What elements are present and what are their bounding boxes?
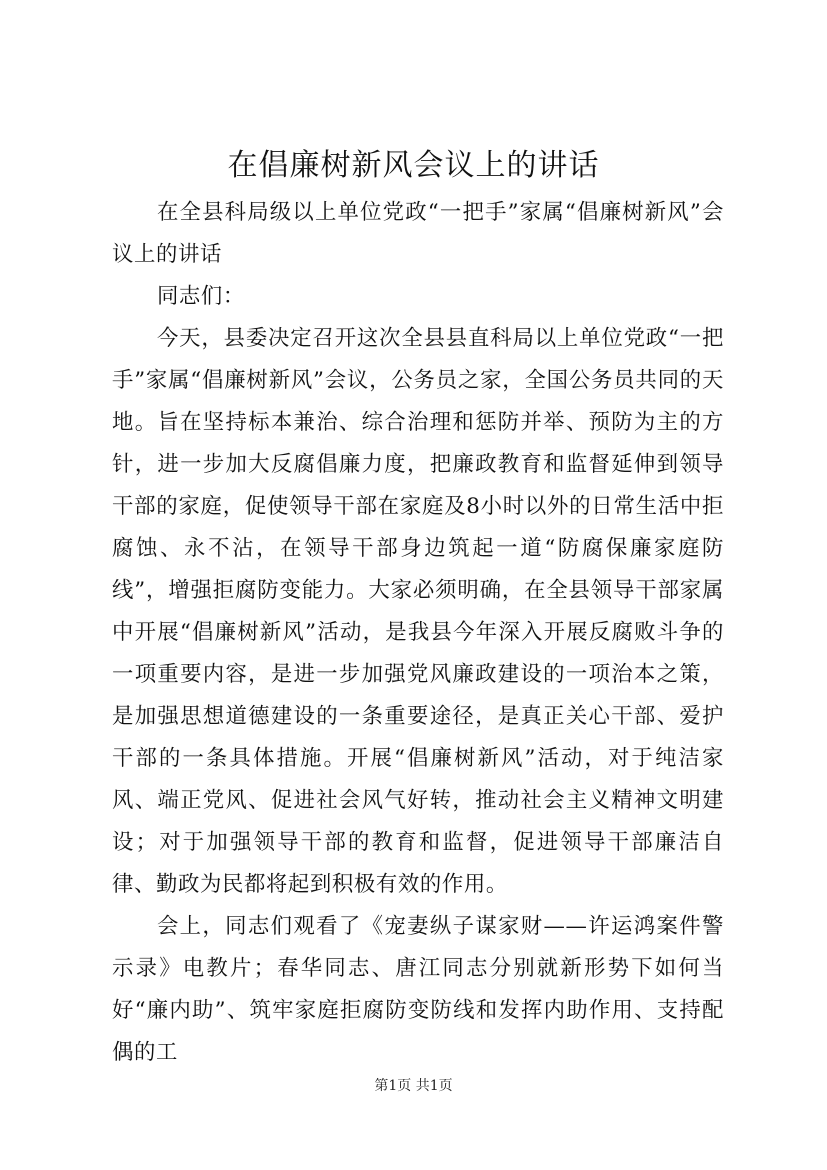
document-title: 在倡廉树新风会议上的讲话 xyxy=(227,148,600,183)
paragraph-subtitle: 在全县科局级以上单位党政“一把手”家属“倡廉树新风”会议上的讲话 xyxy=(112,200,724,267)
paragraph-salutation: 同志们： xyxy=(156,284,245,309)
paragraph-meeting: 会上，同志们观看了《宠妻纵子谋家财——许运鸿案件警示录》电教片；春华同志、唐江同志分别就新形势下如何当好“廉内助”、筑牢家庭拒腐防变防线和发挥内助作用、支持配偶的工 xyxy=(112,914,724,1065)
document-body xyxy=(112,192,724,1074)
page-number-footer: 第1页 共1页 xyxy=(374,1078,453,1094)
paragraph-main: 今天，县委决定召开这次全县县直科局以上单位党政“一把手”家属“倡廉树新风”会议，公务员之家，全国公务员共同的天地。旨在坚持标本兼治、综合治理和惩防并举、预防为主的方针，进一步加大反腐倡廉力度，把廉政教育和监督延伸到领导干部的家庭，促使领导干部在家庭及8小时以外的日常生活中拒腐蚀、永不沾，在领导干部身边筑起一道“防腐保廉家庭防线”，增强拒腐防变能力。大家必须明确，在全县领导干部家属中开展“倡廉树新风”活动，是我县今年深入开展反腐败斗争的一项重要内容，是进一步加强党风廉政建设的一项治本之策，是加强思想道德建设的一条重要途径，是真正关心干部、爱护干部的一条具体措施。开展“倡廉树新风”活动，对于纯洁家风、端正党风、促进社会风气好转，推动社会主义精神文明建设；对于加强领导干部的教育和监督，促进领导干部廉洁自律、勤政为民都将起到积极有效的作用。 xyxy=(112,326,724,897)
